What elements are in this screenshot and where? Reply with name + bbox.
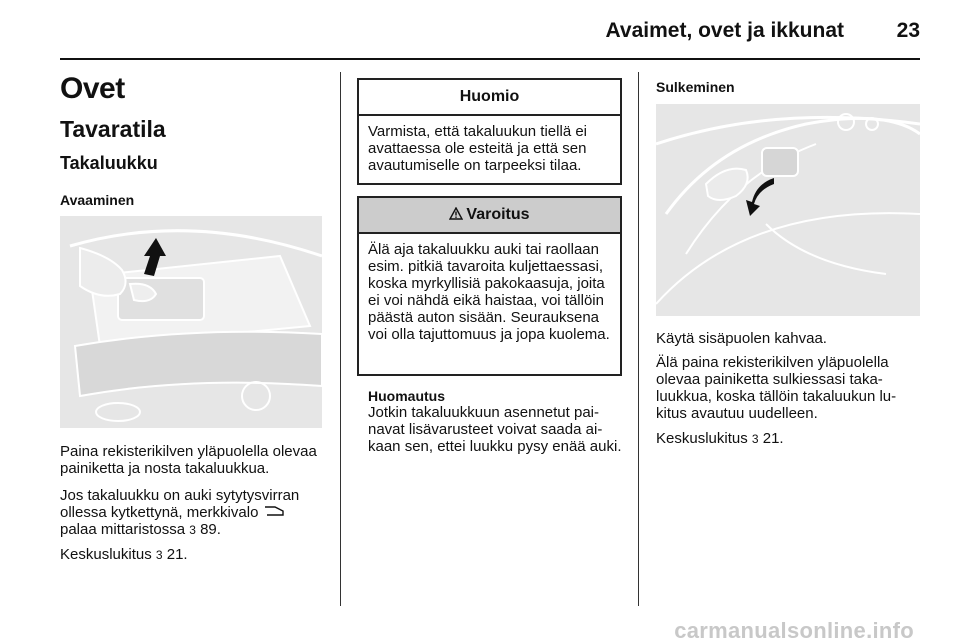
closing-heading: Sulkeminen bbox=[656, 79, 735, 95]
page-ref-arrow-icon: 3 bbox=[189, 523, 196, 537]
watermark: carmanualsonline.info bbox=[674, 618, 914, 643]
central-locking-text: Keskuslukitus bbox=[656, 430, 748, 447]
subsubsection-heading: Takaluukku bbox=[60, 153, 158, 173]
running-header-title: Avaimet, ovet ja ikkunat bbox=[605, 19, 844, 42]
warning-header bbox=[359, 198, 620, 234]
warning-box bbox=[357, 196, 622, 376]
notice-title: Huomio bbox=[359, 80, 620, 116]
header-rule bbox=[60, 58, 920, 60]
warning-text: Älä aja takaluukku auki tai raollaan esim. pitkiä tavaroita kuljettaessasi, koska myrkyllisiä pakokaasuja, joita ei voi nähdä eikä haistaa, voi tällöin päästä auton sisään. Seurauksena voi olla tajuttomuus ja jopa kuolema. bbox=[368, 241, 610, 343]
opening-instruction-text: Paina rekisterikilven yläpuolella olevaa painiketta ja nosta takaluukkua. bbox=[60, 443, 317, 477]
column-divider-1 bbox=[340, 72, 341, 606]
page-ref-link[interactable]: 21. bbox=[166, 546, 188, 563]
closing-instruction-text: Käytä sisäpuolen kahvaa. bbox=[656, 330, 827, 347]
warning-title: Varoitus bbox=[466, 206, 530, 223]
tailgate-opening-illustration bbox=[60, 216, 322, 428]
central-locking-ref-col3 bbox=[656, 430, 920, 448]
indicator-text: Jos takaluukku on auki sytytysvirran ollessa kytkettynä, merkkivalo bbox=[60, 487, 300, 521]
subsection-heading: Tavaratila bbox=[60, 116, 166, 142]
indicator-tail-text: palaa mittaristossa bbox=[60, 521, 186, 538]
remark-title: Huomautus bbox=[368, 388, 445, 404]
tailgate-warning-icon bbox=[263, 504, 285, 521]
closing-warning-text: Älä paina rekisterikilven yläpuolella olevaa painiketta sulkiessasi takaluukkua, koska tällöin takaluukun lukitus avautuu uudelleen. bbox=[656, 354, 897, 422]
opening-heading: Avaaminen bbox=[60, 192, 135, 208]
tailgate-closing-illustration bbox=[656, 104, 920, 316]
page-ref-arrow-icon: 3 bbox=[751, 432, 759, 446]
central-locking-text: Keskuslukitus bbox=[60, 546, 152, 563]
page-number: 23 bbox=[896, 19, 920, 42]
warning-triangle-icon bbox=[449, 207, 463, 224]
page-ref-link[interactable]: 21. bbox=[762, 430, 784, 447]
column-divider-2 bbox=[638, 72, 639, 606]
notice-text: Varmista, että takaluukun tiellä ei avattaessa ole esteitä ja että sen avautumiselle on tarpeeksi tilaa. bbox=[368, 123, 588, 174]
remark-text: Jotkin takaluukkuun asennetut painavat lisävarusteet voivat saada aikaan sen, ettei luukku pysy enää auki. bbox=[368, 404, 622, 455]
notice-box bbox=[357, 78, 622, 185]
indicator-paragraph bbox=[60, 487, 325, 539]
central-locking-ref bbox=[60, 546, 325, 564]
page-ref-link[interactable]: 89. bbox=[200, 521, 221, 538]
page-ref-arrow-icon: 3 bbox=[155, 548, 163, 562]
section-heading: Ovet bbox=[60, 72, 125, 105]
